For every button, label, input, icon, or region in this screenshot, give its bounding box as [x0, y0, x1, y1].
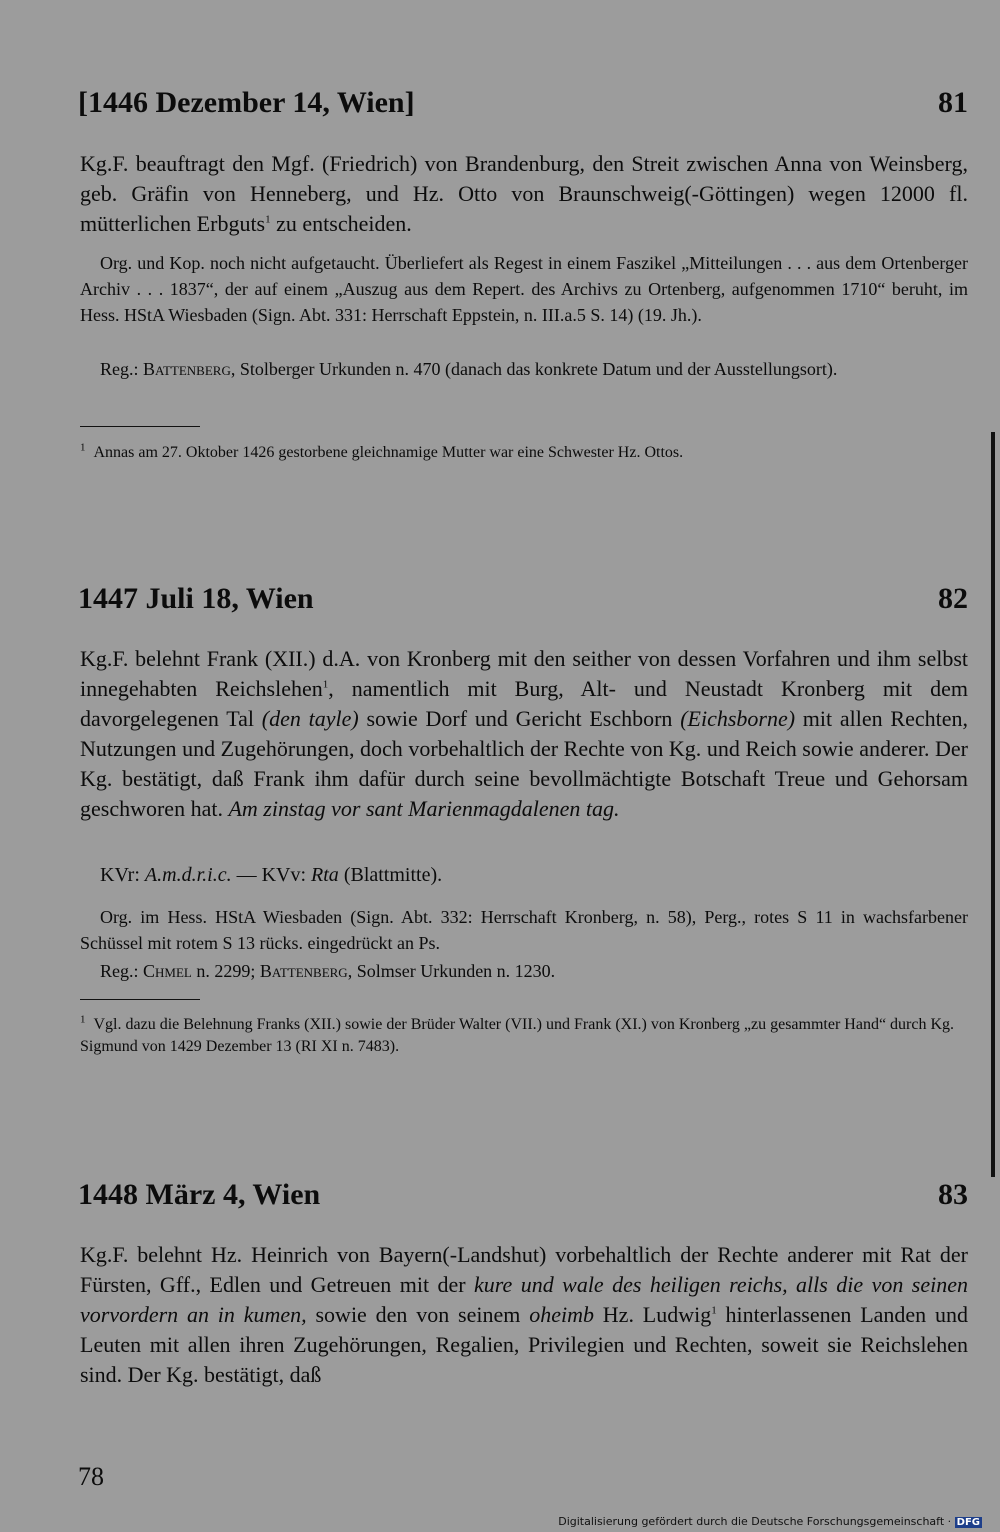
entry-81-regest: Reg.: Battenberg, Stolberger Urkunden n. 470 (danach das konkrete Datum und der Ausstellungsort). — [100, 359, 838, 379]
page-number: 78 — [78, 1462, 104, 1491]
footnote-divider — [80, 999, 200, 1000]
entry-82-footnote: $^1$ Vgl. dazu die Belehnung Franks (XII.) sowie der Brüder Walter (VII.) und Frank (XI.) von Kronberg „zu gesammter Hand“ durch Kg. Sigmund von 1429 Dezember 13 (RI XI n. 7483). — [80, 1013, 955, 1055]
entry-83-heading — [78, 1178, 968, 1212]
page-edge-bar — [991, 432, 995, 1177]
entry-82-heading — [78, 582, 968, 616]
footnote-ref: 1 — [711, 1304, 717, 1317]
entry-number: 82 — [938, 582, 968, 615]
entry-83-summary: Kg.F. belehnt Hz. Heinrich von Bayern(-Landshut) vorbehaltlich der Rechte anderer mit Rat der Fürsten, Gff., Edlen und Getreuen mit der kure und wale des heiligen reichs, alls die von seinen vorvordern an in kumen, sowie den von seinem oheimb Hz. Ludwig$^1$ hinterlassenen Landen und Leuten mit allen ihren Zugehörungen, Regalien, Privilegien und Rechten, soweit sie Reichslehen sind. Der Kg. bestätigt, daß — [80, 1242, 969, 1387]
dfg-logo: DFG — [956, 1517, 980, 1528]
funding-credit: Digitalisierung gefördert durch die Deutsche Forschungsgemeinschaft · DFG — [558, 1515, 980, 1528]
entry-date: 1447 Juli 18, Wien — [78, 582, 314, 615]
entry-82-original: Org. im Hess. HStA Wiesbaden (Sign. Abt. 332: Herrschaft Kronberg, n. 58), Perg., rotes S 11 in wachsfarbener Schüssel mit rotem S 13 rücks. eingedrückt an Ps. — [80, 907, 968, 953]
footnote-ref: 1 — [322, 678, 329, 691]
entry-number: 83 — [938, 1178, 968, 1211]
entry-81-summary: Kg.F. beauftragt den Mgf. (Friedrich) von Brandenburg, den Streit zwischen Anna von Weinsberg, geb. Gräfin von Henneberg, und Hz. Otto von Braunschweig(-Göttingen) wegen 12000 fl. mütterlichen Erbguts$^1$ zu entscheiden. — [80, 151, 968, 236]
entry-81-heading — [78, 86, 968, 120]
entry-82-summary: Kg.F. belehnt Frank (XII.) d.A. von Kronberg mit den seither von dessen Vorfahren und ihm selbst innegehabten Reichslehen$^1$, namentlich mit Burg, Alt- und Neustadt Kronberg mit dem davorgelegenen Tal (den tayle) sowie Dorf und Gericht Eschborn (Eichsborne) mit allen Rechten, Nutzungen und Zugehörungen, doch vorbehaltlich der Rechte von Kg. und Reich sowie anderer. Der Kg. bestätigt, daß Frank ihm dafür durch seine bevollmächtigte Botschaft Treue und Gehorsam geschworen hat. Am zinstag vor sant Marienmagdalenen tag. — [80, 646, 968, 821]
entry-82-regest: Reg.: Chmel n. 2299; Battenberg, Solmser Urkunden n. 1230. — [100, 961, 556, 981]
entry-81-original: Org. und Kop. noch nicht aufgetaucht. Überliefert als Regest in einem Faszikel „Mitteilungen . . . aus dem Ortenberger Archiv . . . 1837“, der auf einem „Auszug aus dem Repert. des Archivs zu Ortenberg, aufgenommen 1710“ beruht, im Hess. HStA Wiesbaden (Sign. Abt. 331: Herrschaft Eppstein, n. III.a.5 S. 14) (19. Jh.). — [80, 253, 968, 325]
entry-81-footnote: $^1$ Annas am 27. Oktober 1426 gestorbene gleichnamige Mutter war eine Schwester Hz. Ottos. — [80, 441, 684, 461]
entry-date: [1446 Dezember 14, Wien] — [78, 86, 415, 119]
footnote-divider — [80, 426, 200, 427]
entry-82-kanzleivermerk: KVr: A.m.d.r.i.c. — KVv: Rta (Blattmitte). — [100, 864, 443, 886]
footnote-ref: 1 — [265, 213, 271, 226]
entry-number: 81 — [938, 86, 968, 119]
entry-date: 1448 März 4, Wien — [78, 1178, 321, 1211]
